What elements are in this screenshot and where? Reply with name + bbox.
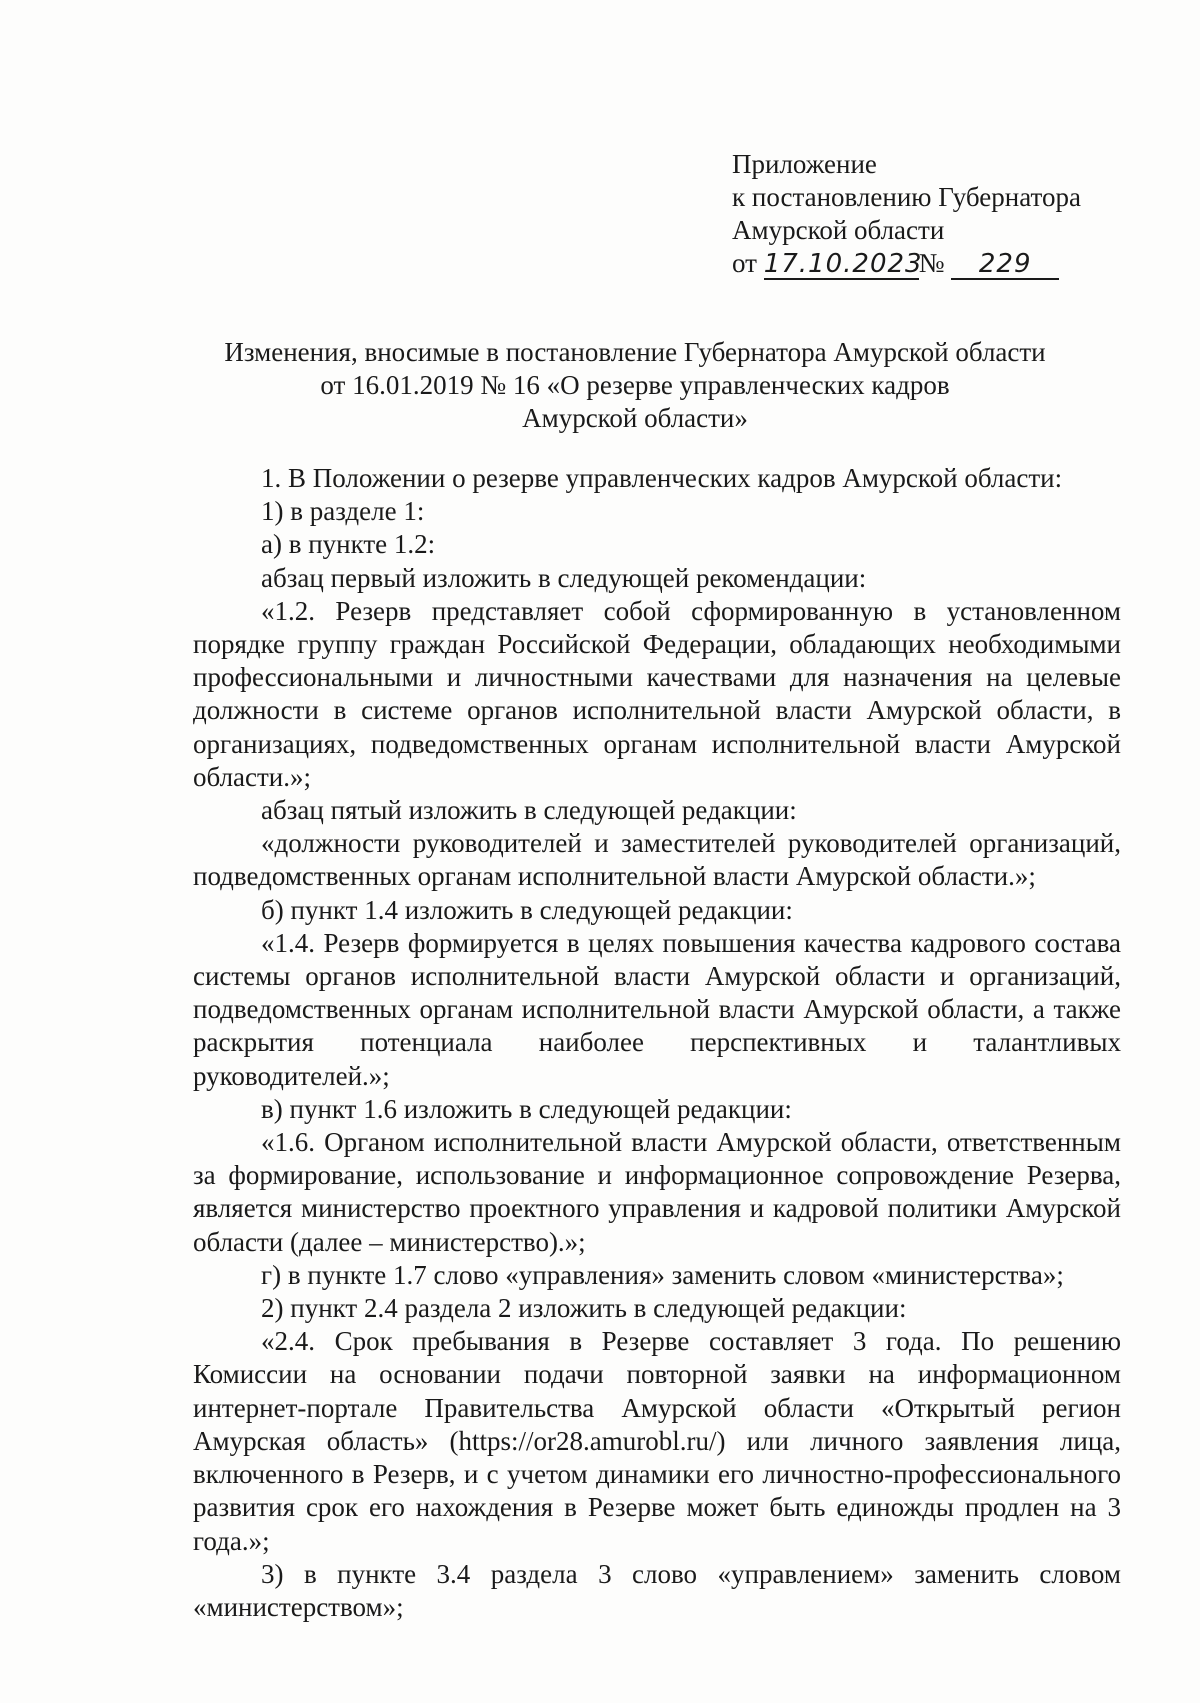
annex-heading: Приложение [732, 149, 877, 179]
paragraph: 1) в разделе 1: [261, 496, 425, 527]
annex-block [732, 148, 1081, 280]
document-title [150, 336, 1120, 435]
annex-date-number-line [732, 247, 1081, 280]
paragraph: «1.2. Резерв представляет собой сформированную в установленном порядке группу граждан Российской Федерации, обладающих необходимыми профессиональными и личностными качествами для назначения на целевые должности в системе органов исполнительной власти Амурской области, в организациях, подведомственных органам исполнительной власти Амурской области.»; [193, 595, 1121, 792]
paragraph: абзац пятый изложить в следующей редакции: [261, 795, 797, 826]
title-line-2: от 16.01.2019 № 16 «О резерве управленческих кадров [320, 370, 950, 400]
paragraph: в) пункт 1.6 изложить в следующей редакции: [261, 1093, 792, 1124]
paragraph: а) в пункте 1.2: [261, 529, 436, 560]
paragraph: абзац первый изложить в следующей рекомендации: [261, 562, 867, 593]
title-line-3: Амурской области» [522, 403, 748, 433]
annex-region: Амурской области [732, 215, 945, 245]
paragraph: «должности руководителей и заместителей руководителей организаций, подведомственных органам исполнительной власти Амурской области.»; [193, 828, 1121, 892]
paragraph: 2) пункт 2.4 раздела 2 изложить в следующей редакции: [261, 1293, 907, 1324]
paragraph: 1. В Положении о резерве управленческих кадров Амурской области: [261, 463, 1063, 493]
annex-number-label: № [918, 248, 945, 278]
handwritten-date: 17.10.2023 [763, 249, 923, 279]
paragraph: «2.4. Срок пребывания в Резерве составляет 3 года. По решению Комиссии на основании подачи повторной заявки на информационном интернет-портале Правительства Амурской области «Открытый регион Амурская область» (https://or28.amurobl.ru/) или личного заявления лица, включенного в Резерв, и с учетом динамики его личностно-профессионального развития срок его нахождения в Резерве может быть единожды продлен на 3 года.»; [193, 1326, 1121, 1556]
paragraph: «1.4. Резерв формируется в целях повышения качества кадрового состава системы органов исполнительной власти Амурской области и организаций, подведомственных органам исполнительной власти Амурской области, а также раскрытия потенциала наиболее перспективных и талантливых руководителей.»; [193, 927, 1121, 1091]
title-line-1: Изменения, вносимые в постановление Губернатора Амурской области [224, 337, 1046, 367]
paragraph: г) в пункте 1.7 слово «управления» заменить словом «министерства»; [261, 1259, 1064, 1290]
paragraph: 3) в пункте 3.4 раздела 3 слово «управлением» заменить словом «министерством»; [193, 1558, 1121, 1622]
annex-reference: к постановлению Губернатора [732, 182, 1081, 212]
paragraph: «1.6. Органом исполнительной власти Амурской области, ответственным за формирование, использование и информационное сопровождение Резерва, является министерство проектного управления и кадровой политики Амурской области (далее – министерство).»; [193, 1127, 1121, 1257]
paragraph: б) пункт 1.4 изложить в следующей редакции: [261, 894, 793, 925]
handwritten-number: 229 [951, 250, 1059, 280]
document-body [193, 462, 1121, 1624]
annex-ot-label: от [732, 248, 757, 278]
